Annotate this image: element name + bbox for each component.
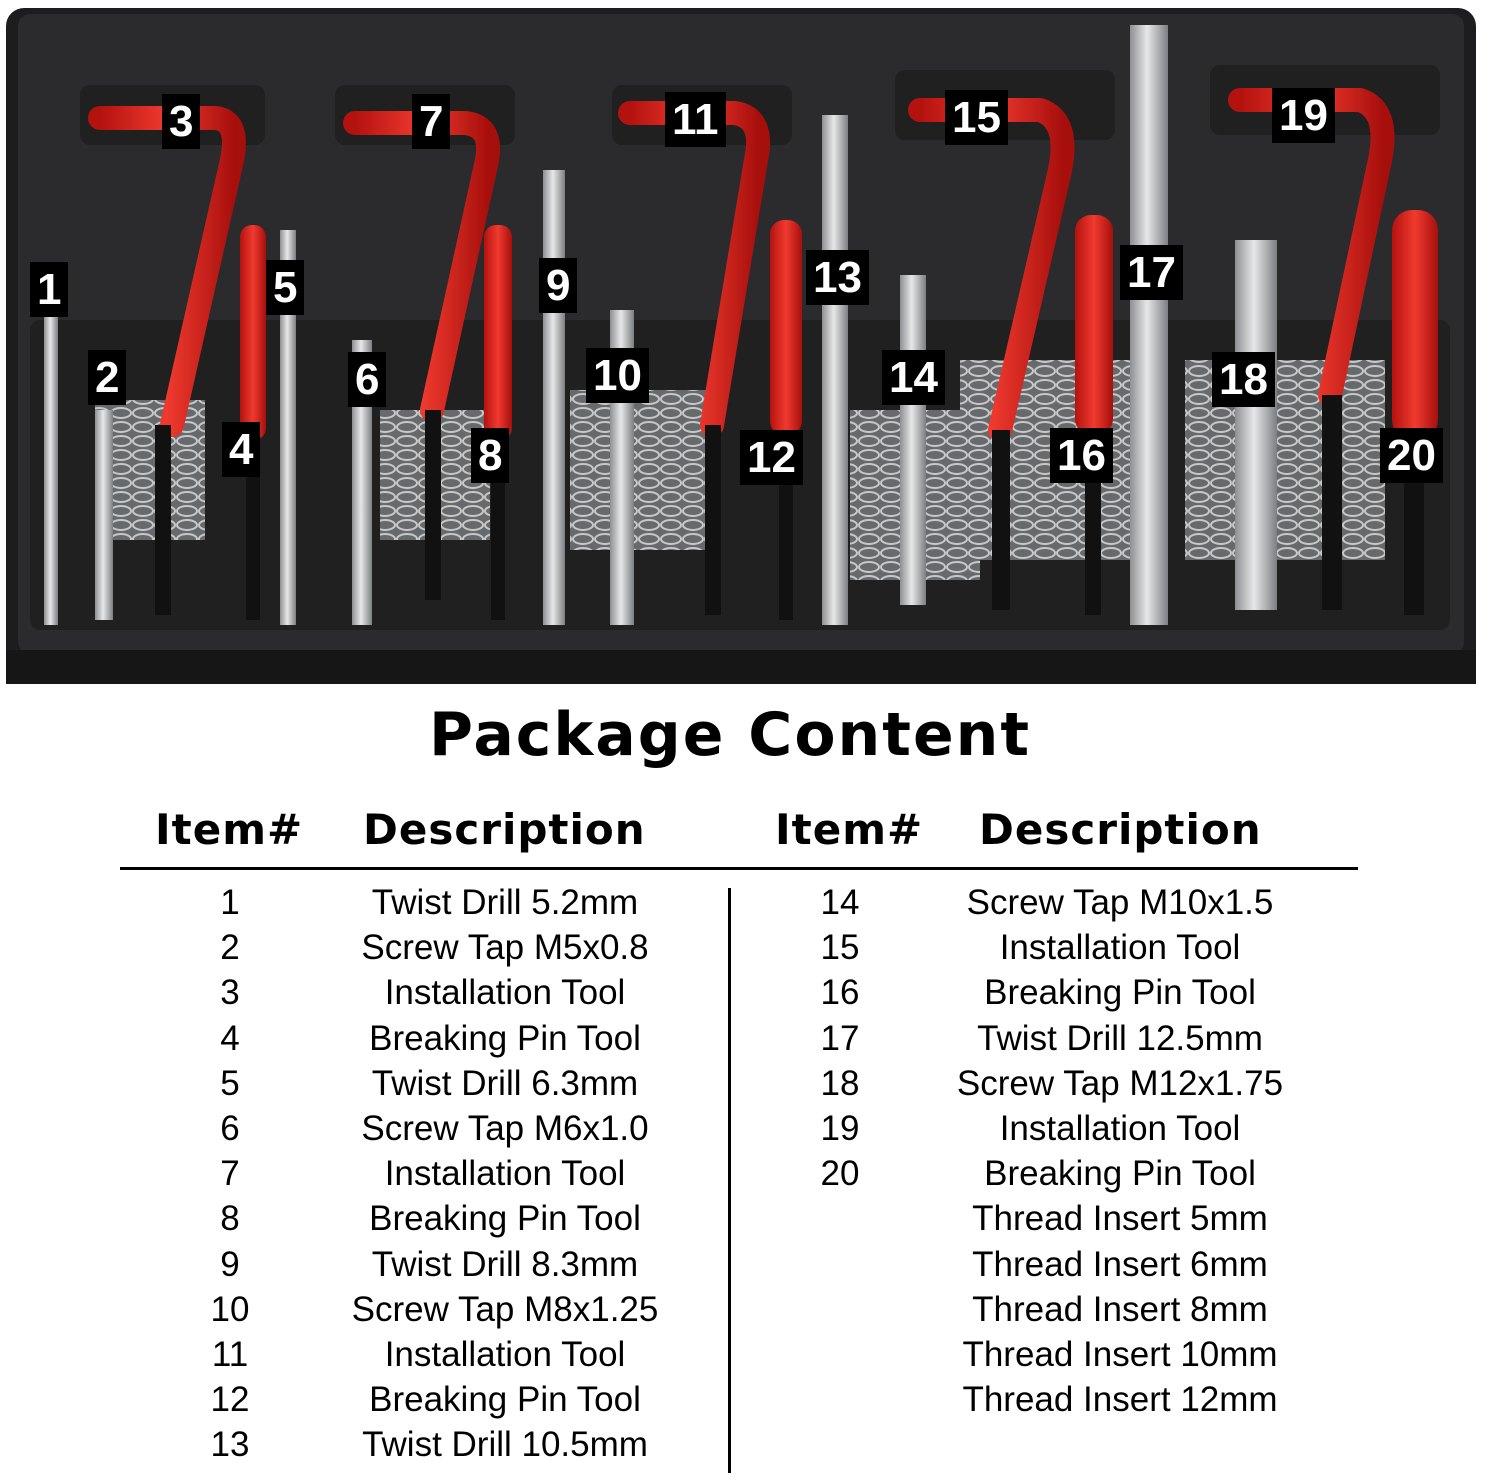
item-number: 9 (220, 1244, 240, 1284)
item-description: Installation Tool (999, 928, 1241, 968)
item-number: 20 (820, 1154, 860, 1194)
item-description: Twist Drill 10.5mm (362, 1425, 648, 1465)
item-description: Twist Drill 6.3mm (371, 1063, 639, 1103)
item-description: Screw Tap M12x1.75 (956, 1063, 1284, 1103)
item-number: 4 (220, 1018, 240, 1058)
item-number: 2 (220, 928, 240, 968)
photo-label-19: 19 (1272, 88, 1335, 143)
item-number: 13 (210, 1425, 250, 1465)
photo-label-8: 8 (471, 428, 509, 483)
item-description: Installation Tool (384, 973, 626, 1013)
item-description: Screw Tap M8x1.25 (351, 1289, 659, 1329)
item-description: Installation Tool (384, 1154, 626, 1194)
header-description-left: Description (363, 805, 646, 854)
item-description: Breaking Pin Tool (984, 1154, 1256, 1194)
photo-label-3: 3 (162, 94, 200, 149)
photo-label-2: 2 (88, 350, 126, 405)
header-item-right: Item# (775, 805, 924, 854)
item-description: Thread Insert 5mm (972, 1199, 1268, 1239)
item-description: Twist Drill 5.2mm (371, 883, 639, 922)
item-number: 12 (210, 1380, 250, 1420)
item-description: Installation Tool (999, 1108, 1241, 1148)
photo-label-18: 18 (1212, 352, 1275, 407)
item-description: Screw Tap M6x1.0 (361, 1108, 649, 1148)
photo-label-14: 14 (882, 350, 945, 405)
photo-label-17: 17 (1120, 245, 1183, 300)
item-number: 8 (220, 1199, 240, 1239)
item-number: 18 (820, 1063, 860, 1103)
item-number: 16 (820, 973, 860, 1013)
photo-label-20: 20 (1380, 428, 1443, 483)
photo-label-13: 13 (806, 250, 869, 305)
item-description: Twist Drill 8.3mm (371, 1244, 639, 1284)
item-description: Thread Insert 12mm (962, 1380, 1278, 1420)
item-number: 6 (220, 1108, 240, 1148)
photo-label-1: 1 (30, 262, 68, 317)
photo-label-5: 5 (266, 260, 304, 315)
package-content-title: Package Content (428, 700, 1032, 770)
photo-label-15: 15 (945, 90, 1008, 145)
header-description-right: Description (979, 805, 1262, 854)
photo-label-9: 9 (539, 258, 577, 313)
column-divider (728, 888, 731, 1473)
item-number: 14 (820, 883, 860, 922)
photo-label-11: 11 (665, 92, 726, 147)
header-divider (120, 867, 1358, 870)
item-number: 15 (820, 928, 860, 968)
photo-label-12: 12 (740, 430, 803, 485)
item-description: Breaking Pin Tool (369, 1380, 641, 1420)
item-number: 3 (220, 973, 240, 1013)
item-number: 17 (820, 1018, 860, 1058)
item-description: Thread Insert 8mm (972, 1289, 1268, 1329)
item-description: Thread Insert 10mm (962, 1334, 1278, 1374)
item-number: 7 (220, 1154, 240, 1194)
photo-label-7: 7 (412, 94, 450, 149)
photo-label-16: 16 (1050, 428, 1113, 483)
item-description: Thread Insert 6mm (972, 1244, 1268, 1284)
item-description: Breaking Pin Tool (984, 973, 1256, 1013)
header-item-left: Item# (155, 805, 304, 854)
item-number: 19 (820, 1108, 860, 1148)
photo-label-6: 6 (348, 352, 386, 407)
photo-label-10: 10 (586, 348, 649, 403)
item-description: Breaking Pin Tool (369, 1199, 641, 1239)
item-description: Breaking Pin Tool (369, 1018, 641, 1058)
item-description: Installation Tool (384, 1334, 626, 1374)
item-description: Screw Tap M5x0.8 (361, 928, 649, 968)
item-number: 1 (220, 883, 240, 922)
item-number: 5 (220, 1063, 240, 1103)
item-number: 10 (210, 1289, 250, 1329)
photo-label-4: 4 (222, 422, 260, 477)
item-description: Twist Drill 12.5mm (977, 1018, 1263, 1058)
item-description: Screw Tap M10x1.5 (966, 883, 1274, 922)
item-number: 11 (211, 1334, 249, 1374)
